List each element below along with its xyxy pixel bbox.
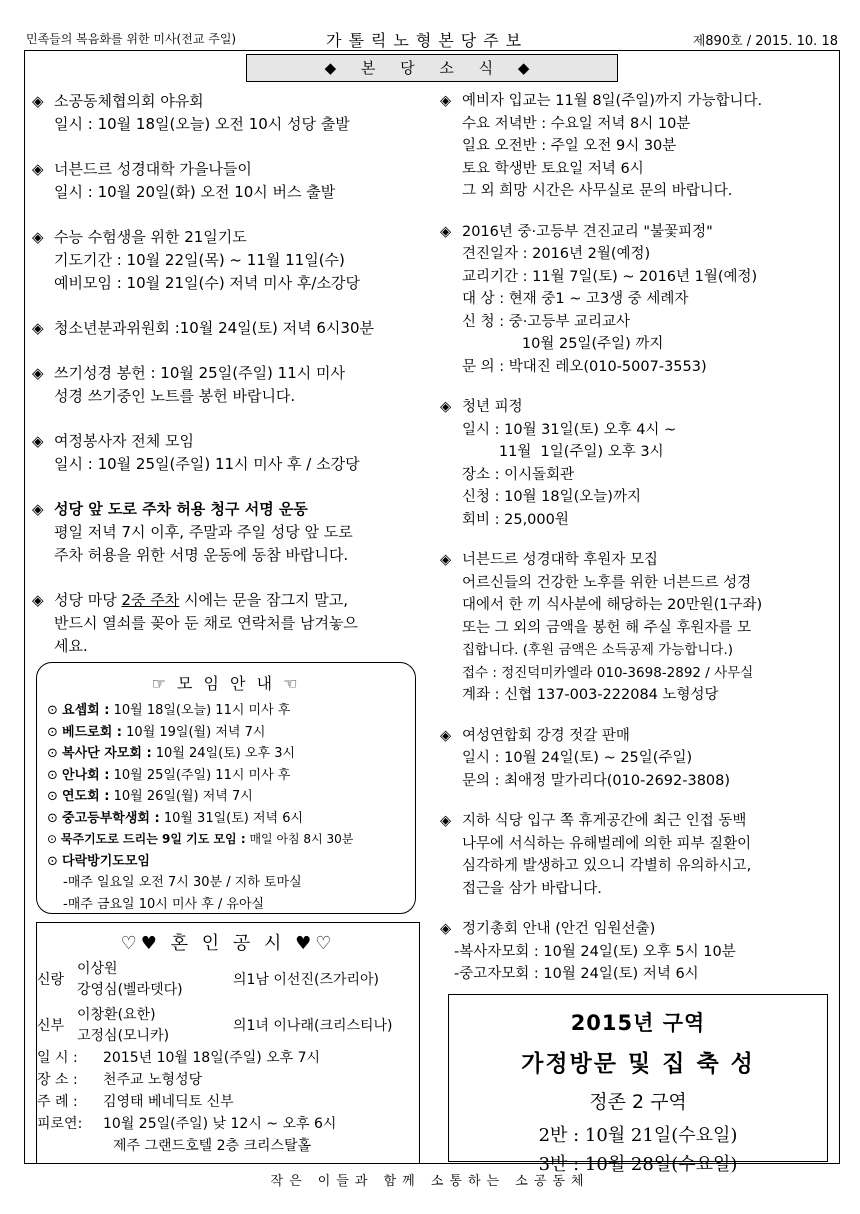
- notice-line: 일시 : 10월 25일(주일) 11시 미사 후 / 소강당: [54, 455, 360, 473]
- notice-line: 10월 25일(주일) 까지: [462, 336, 664, 352]
- diamond-bullet-icon: ◈: [32, 160, 44, 178]
- notice-item: [32, 498, 422, 567]
- diamond-bullet-icon: ◈: [440, 399, 452, 415]
- district-name: 정존 2 구역: [589, 1091, 687, 1113]
- notice-item: [32, 362, 422, 408]
- info-value: 천주교 노형성당: [103, 1072, 203, 1088]
- notice-line: 교리기간 : 11월 7일(토) ~ 2016년 1월(예정): [462, 268, 758, 285]
- diamond-bullet-icon: ◈: [440, 93, 452, 109]
- meeting-detail: 10월 31일(토) 저녁 6시: [159, 810, 304, 826]
- notice-title: 소공동체협의회 야유회: [54, 92, 204, 110]
- footer-motto: 작은 이들과 함께 소통하는 소공동체: [270, 1174, 590, 1189]
- diamond-bullet-icon: ◈: [32, 500, 44, 518]
- diamond-bullet-icon: ◈: [32, 319, 44, 337]
- notice-line: 일요 오전반 : 주일 오전 9시 30분: [462, 138, 677, 154]
- groom-parents: [77, 959, 233, 1001]
- notice-line: 일시 : 10월 20일(화) 오전 10시 버스 출발: [54, 183, 336, 201]
- notice-item: [440, 396, 832, 531]
- info-value: 2015년 10월 18일(주일) 오후 7시: [103, 1050, 321, 1066]
- meetings-title: ☞ 모 임 안 내 ☜: [151, 674, 301, 693]
- notice-title: 시에는 문을 잠그지 말고,: [179, 591, 349, 609]
- notice-title: 쓰기성경 봉헌 : 10월 25일(주일) 11시 미사: [54, 364, 345, 382]
- notice-title: 여정봉사자 전체 모임: [54, 432, 194, 450]
- notice-line: 대 상 : 현재 중1 ~ 고3생 중 세례자: [462, 291, 689, 307]
- meeting-name: 요셉회 :: [62, 703, 110, 718]
- right-column: [440, 90, 832, 1008]
- meeting-detail: 10월 19일(월) 저녁 7시: [122, 724, 266, 740]
- notice-line: 그 외 희망 시간은 사무실로 문의 바랍니다.: [462, 183, 733, 199]
- notice-title: 정기총회 안내 (안건 임원선출): [462, 921, 656, 937]
- circle-bullet-icon: ⊙: [47, 724, 58, 740]
- notice-title: 성당 앞 도로 주차 허용 청구 서명 운동: [54, 500, 308, 518]
- notice-title: 청소년분과위원회 :10월 24일(토) 저녁 6시30분: [54, 319, 374, 337]
- notice-item: [440, 725, 832, 793]
- notice-line: 접수 : 정진덕미카엘라 010-3698-2892 / 사무실: [462, 664, 754, 681]
- notice-line: 접근을 삼가 바랍니다.: [462, 880, 602, 897]
- notice-line: 심각하게 발생하고 있으니 각별히 유의하시고,: [462, 858, 752, 874]
- parent-name: 이창환(요한): [77, 1007, 156, 1023]
- bulletin-title: 가톨릭노형본당주보: [326, 31, 529, 50]
- meeting-name: 베드로회 :: [62, 724, 123, 740]
- issue-number-date: 제890호 / 2015. 10. 18: [692, 34, 838, 49]
- notice-title: 수능 수험생을 위한 21일기도: [54, 228, 247, 246]
- notice-title: 예비자 입교는 11월 8일(주일)까지 가능합니다.: [462, 93, 763, 109]
- circle-bullet-icon: ⊙: [47, 703, 58, 718]
- parent-name: 이상원: [77, 961, 118, 977]
- info-value: 김영태 베네딕토 신부: [103, 1094, 234, 1110]
- circle-bullet-icon: ⊙: [47, 746, 58, 761]
- bride-label: 신부: [37, 1017, 65, 1034]
- notice-line: 견진일자 : 2016년 2월(예정): [462, 246, 651, 262]
- wedding-notice-box: [36, 922, 420, 1164]
- meeting-name: 연도회 :: [62, 789, 110, 804]
- meeting-name: 다락방기도모임: [62, 853, 150, 869]
- notice-line: 신 청 : 중·고등부 교리교사: [462, 313, 631, 330]
- circle-bullet-icon: ⊙: [47, 767, 58, 783]
- district-title: 2015년 구역: [570, 1011, 706, 1035]
- notice-line: 또는 그 외의 금액을 봉헌 해 주실 후원자를 모: [462, 619, 751, 636]
- mass-theme: 민족들의 복음화를 위한 미사(전교 주일): [26, 32, 237, 46]
- info-label: 장 소 :: [37, 1072, 78, 1088]
- diamond-bullet-icon: ◈: [440, 727, 452, 744]
- notice-item: [32, 430, 422, 476]
- notice-item: [32, 158, 422, 204]
- bride-row: [37, 1001, 393, 1047]
- meeting-sub-line: -매주 금요일 10시 미사 후 / 유아실: [63, 896, 265, 912]
- notice-line: 평일 저녁 7시 이후, 주말과 주일 성당 앞 도로: [54, 523, 353, 541]
- wedding-info: [37, 1047, 419, 1157]
- meeting-sub-line: -매주 일요일 오전 7시 30분 / 지하 토마실: [63, 875, 302, 890]
- district-schedule: 3반 : 10월 28일(수요일): [538, 1154, 738, 1175]
- diamond-bullet-icon: ◈: [32, 591, 44, 609]
- circle-bullet-icon: ⊙: [47, 853, 58, 869]
- notice-line: 장소 : 이시돌회관: [462, 466, 575, 483]
- notice-title: 너븐드르 성경대학 가을나들이: [54, 160, 252, 178]
- notice-line: 수요 저녁반 : 수요일 저녁 8시 10분: [462, 115, 691, 132]
- notice-line: 예비모임 : 10월 21일(수) 저녁 미사 후/소강당: [54, 274, 360, 292]
- notice-line: 11월 1일(주일) 오후 3시: [462, 444, 664, 460]
- meeting-name: 안나회 :: [62, 767, 110, 783]
- bride-name: 의1녀 이나래(크리스티나): [233, 1017, 393, 1034]
- notice-line: 토요 학생반 토요일 저녁 6시: [462, 160, 644, 177]
- info-label: 주 례 :: [37, 1094, 78, 1110]
- meeting-detail: 10월 25일(주일) 11시 미사 후: [109, 767, 291, 783]
- diamond-bullet-icon: ◈: [32, 92, 44, 110]
- notice-line: 회비 : 25,000원: [462, 511, 569, 528]
- notice-item: [440, 810, 832, 900]
- parent-name: 강영심(벨라뎃다): [77, 982, 183, 998]
- notice-title: 청년 피정: [462, 399, 523, 415]
- groom-row: [37, 959, 393, 1001]
- notice-line: 주차 허용을 위한 서명 운동에 동참 바랍니다.: [54, 546, 349, 564]
- notice-line: 문 의 : 박대진 레오(010-5007-3553): [462, 358, 707, 375]
- meetings-box: [36, 662, 416, 914]
- couple-table: [37, 959, 393, 1047]
- notice-line: 대에서 한 끼 식사분에 해당하는 20만원(1구좌): [462, 597, 763, 613]
- district-subtitle: 가정방문 및 집 축 성: [521, 1051, 755, 1077]
- section-banner: ◆ 본 당 소 식 ◆: [246, 54, 618, 82]
- diamond-bullet-icon: ◈: [440, 223, 452, 240]
- notice-item: [440, 221, 832, 379]
- notice-item: [32, 317, 422, 340]
- notice-item: [440, 918, 832, 986]
- groom-label: 신랑: [37, 971, 65, 988]
- groom-name: 의1남 이선진(즈가리아): [233, 971, 379, 988]
- notice-line: 신청 : 10월 18일(오늘)까지: [462, 489, 641, 505]
- circle-bullet-icon: ⊙: [47, 832, 58, 846]
- info-label: 일 시 :: [37, 1050, 78, 1066]
- meeting-detail: 10월 26일(월) 저녁 7시: [109, 789, 253, 804]
- notice-line: 반드시 열쇠를 꽂아 둔 채로 연락처를 남겨놓으: [54, 614, 358, 632]
- notice-item: [32, 589, 422, 658]
- meeting-name: 중고등부학생회 :: [62, 810, 160, 826]
- left-column: [32, 90, 422, 680]
- notice-item: [32, 226, 422, 295]
- diamond-bullet-icon: ◈: [440, 813, 452, 829]
- notice-item: [440, 549, 832, 707]
- meeting-detail: 매일 아침 8시 30분: [245, 832, 354, 846]
- circle-bullet-icon: ⊙: [47, 810, 58, 826]
- notice-line: 나무에 서식하는 유해벌레에 의한 피부 질환이: [462, 835, 752, 852]
- meeting-name: 복사단 자모회 :: [62, 746, 152, 761]
- bride-parents: [77, 1001, 233, 1047]
- diamond-bullet-icon: ◈: [32, 228, 44, 246]
- notice-line: 기도기간 : 10월 22일(목) ~ 11월 11일(수): [54, 251, 345, 269]
- notice-line: 세요.: [54, 637, 88, 655]
- notice-title: 너븐드르 성경대학 후원자 모집: [462, 552, 658, 568]
- notice-line: 일시 : 10월 31일(토) 오후 4시 ~: [462, 421, 677, 438]
- masthead: [26, 28, 838, 50]
- notice-line: 일시 : 10월 18일(오늘) 오전 10시 성당 출발: [54, 115, 350, 133]
- diamond-bullet-icon: ◈: [32, 364, 44, 382]
- notice-title: 2016년 중·고등부 견진교리 "불꽃피정": [462, 223, 713, 240]
- info-label: 피로연:: [37, 1116, 83, 1132]
- info-value: 10월 25일(주일) 낮 12시 ~ 오후 6시: [103, 1116, 337, 1132]
- notice-item: [32, 90, 422, 136]
- underlined-text: 2중 주차: [121, 591, 180, 609]
- notice-line: -복사자모회 : 10월 24일(토) 오후 5시 10분: [454, 943, 736, 960]
- notice-line: 집합니다. (후원 금액은 소득공제 가능합니다.): [462, 642, 734, 658]
- notice-line: 어르신들의 건강한 노후를 위한 너븐드르 성경: [462, 574, 752, 591]
- notice-line: 문의 : 최애정 말가리다(010-2692-3808): [462, 772, 731, 789]
- meeting-name: 묵주기도로 드리는 9일 기도 모임 :: [60, 832, 246, 846]
- notice-line: -중고자모회 : 10월 24일(토) 저녁 6시: [454, 966, 699, 982]
- notice-title: 성당 마당: [54, 591, 122, 609]
- reception-venue: 제주 그랜드호텔 2층 크리스탈홀: [113, 1138, 312, 1154]
- parent-name: 고정심(모니카): [77, 1028, 170, 1044]
- notice-line: 계좌 : 신협 137-003-222084 노형성당: [462, 687, 719, 703]
- diamond-bullet-icon: ◈: [32, 432, 44, 450]
- district-blessing-box: [448, 994, 828, 1175]
- meeting-detail: 10월 18일(오늘) 11시 미사 후: [109, 703, 291, 718]
- notice-title: 여성연합회 강경 젓갈 판매: [462, 727, 630, 744]
- notice-title: 지하 식당 입구 쪽 휴게공간에 최근 인접 동백: [462, 813, 747, 829]
- notice-line: 성경 쓰기중인 노트를 봉헌 바랍니다.: [54, 387, 296, 405]
- diamond-bullet-icon: ◈: [440, 552, 452, 568]
- meeting-detail: 10월 24일(토) 오후 3시: [151, 746, 296, 761]
- district-schedule: 2반 : 10월 21일(수요일): [538, 1125, 738, 1146]
- wedding-title: ♡♥ 혼 인 공 시 ♥♡: [120, 933, 336, 954]
- circle-bullet-icon: ⊙: [47, 789, 58, 804]
- notice-item: [440, 90, 832, 203]
- notice-line: 일시 : 10월 24일(토) ~ 25일(주일): [462, 750, 693, 766]
- diamond-bullet-icon: ◈: [440, 921, 452, 937]
